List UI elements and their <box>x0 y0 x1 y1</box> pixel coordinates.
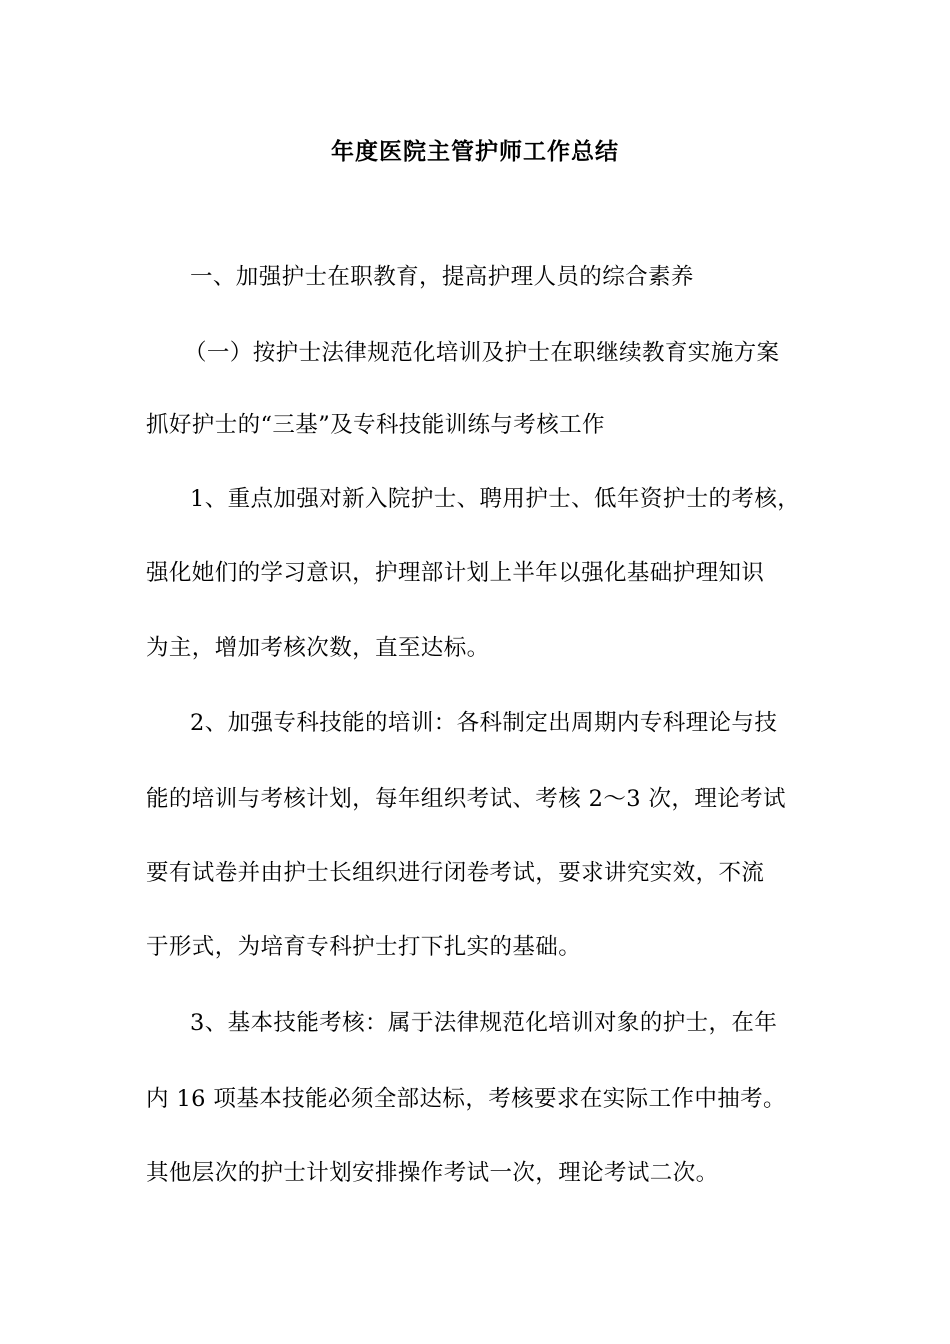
paragraph-line: 强化她们的学习意识，护理部计划上半年以强化基础护理知识 <box>146 560 765 586</box>
subheading-1: （一）按护士法律规范化培训及护士在职继续教育实施方案 <box>184 340 780 366</box>
paragraph-line: 为主，增加考核次数，直至达标。 <box>146 635 490 661</box>
document-title: 年度医院主管护师工作总结 <box>331 139 619 165</box>
paragraph-line: 抓好护士的“三基”及专科技能训练与考核工作 <box>146 412 605 438</box>
paragraph-line: 内 16 项基本技能必须全部达标，考核要求在实际工作中抽考。 <box>146 1086 786 1112</box>
paragraph-line: 其他层次的护士计划安排操作考试一次，理论考试二次。 <box>146 1160 719 1186</box>
paragraph-line: 1、重点加强对新入院护士、聘用护士、低年资护士的考核， <box>190 486 801 512</box>
paragraph-line: 2、加强专科技能的培训：各科制定出周期内专科理论与技 <box>190 710 778 736</box>
paragraph-line: 要有试卷并由护士长组织进行闭卷考试，要求讲究实效，不流 <box>146 860 765 886</box>
heading-1: 一、加强护士在职教育，提高护理人员的综合素养 <box>190 264 694 290</box>
paragraph-line: 于形式，为培育专科护士打下扎实的基础。 <box>146 934 582 960</box>
paragraph-line: 3、基本技能考核：属于法律规范化培训对象的护士，在年 <box>190 1010 778 1036</box>
paragraph-line: 能的培训与考核计划，每年组织考试、考核 2～3 次，理论考试 <box>146 786 786 812</box>
